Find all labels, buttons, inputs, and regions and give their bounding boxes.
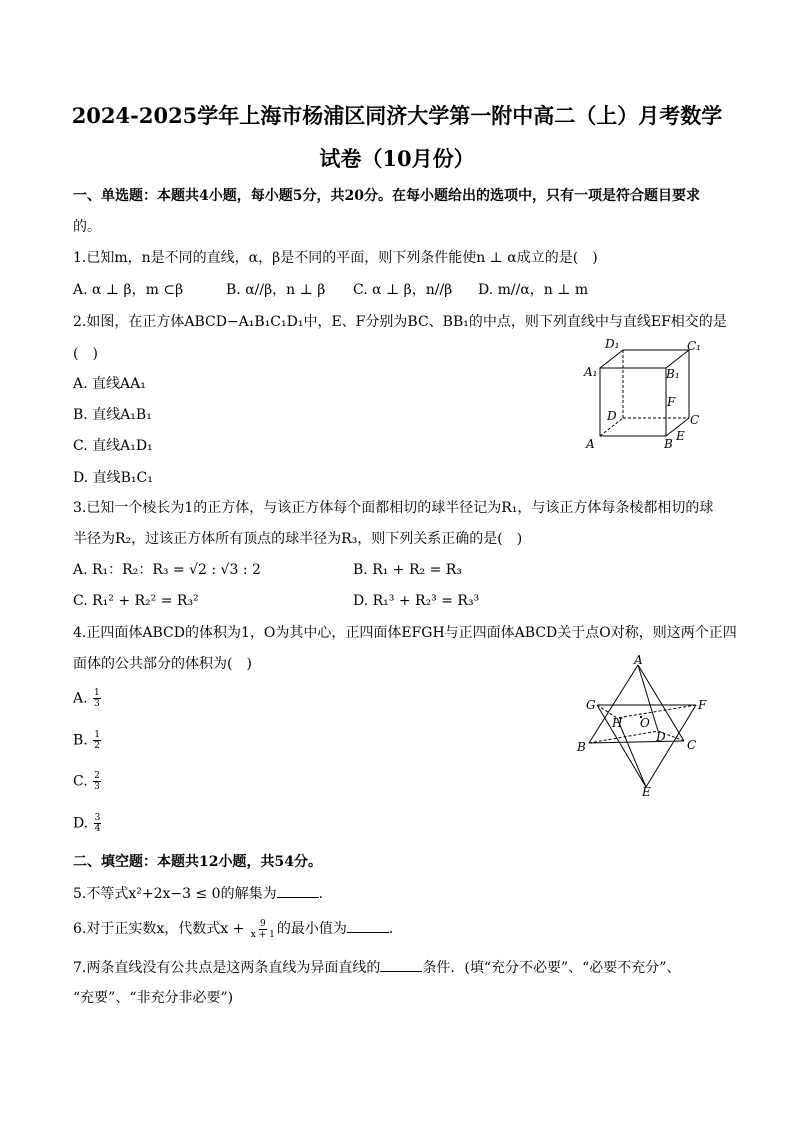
q6-text-after: 的最小值为: [276, 921, 347, 937]
section1-header: [73, 186, 700, 206]
exam-title-line1: 2024-2025学年上海市杨浦区同济大学第一附中高二（上）月考数学: [71, 103, 723, 128]
cube-front-face: [600, 368, 666, 436]
q4-option-b-fraction: $\frac{1}{2}$: [94, 730, 100, 751]
exam-title-line2: 试卷（10月份）: [319, 146, 475, 171]
q5-period: .: [318, 886, 324, 902]
q1-stem: 1.已知m，n是不同的直线，α，β是不同的平面，则下列条件能使n ⊥ α成立的是( ): [73, 250, 598, 266]
q2-option-b: B. 直线A₁B₁: [73, 407, 152, 423]
q3-option-a: A. R₁：R₂：R₃ = √2 : √3 : 2: [73, 562, 261, 578]
q4-stem-cont: 面体的公共部分的体积为( ): [73, 656, 252, 672]
cube-label-d1: D₁: [605, 337, 620, 351]
cube-label-a: A: [586, 437, 595, 451]
q7-text: 7.两条直线没有公共点是这两条直线为异面直线的: [73, 960, 381, 976]
q4-option-b-letter: B.: [73, 732, 88, 749]
edge-ab: [589, 665, 638, 743]
cube-label-b1: B₁: [666, 367, 680, 381]
q3-option-d: D. R₁³ + R₂³ = R₃³: [353, 593, 480, 609]
q1-option-a: A. α ⊥ β，m ⊂β: [73, 282, 184, 298]
section1-header-text: 一、单选题：本题共4小题，每小题5分，共20分。在每小题给出的选项中，只有一项是符合题目要求: [73, 188, 700, 204]
q7-line-cont: “充要”、“非充分非必要”): [73, 990, 234, 1006]
q5-answer-blank: [277, 883, 319, 898]
section2-header: 二、填空题：本题共12小题，共54分。: [73, 854, 322, 870]
cube-label-c: C: [690, 413, 700, 427]
q4-option-c-letter: C.: [73, 773, 88, 790]
q3-option-b: B. R₁ + R₂ = R₃: [353, 562, 462, 578]
q2-option-a: A. 直线AA₁: [73, 376, 146, 392]
q3-option-c: C. R₁² + R₂² = R₃²: [73, 593, 199, 609]
tet-label-c: C: [687, 738, 697, 752]
q7-line: [73, 957, 680, 978]
q6-answer-blank: [347, 918, 389, 933]
q4-stem: 4.正四面体ABCD的体积为1，O为其中心，正四面体EFGH与正四面体ABCD关于点O对称，则这两个正四: [73, 625, 737, 641]
q2-option-d: D. 直线B₁C₁: [73, 470, 153, 486]
q4-option-a-letter: A.: [73, 690, 88, 707]
q6-text: 6.对于正实数x，代数式x +: [73, 921, 249, 937]
q4-option-d-fraction: $\frac{3}{4}$: [94, 813, 101, 834]
q4-tetrahedra-figure: [570, 655, 720, 797]
tet-label-f: F: [698, 698, 707, 712]
q4-option-a: [73, 688, 102, 709]
q4-option-d: [73, 813, 102, 834]
q2-stem-cont: ( ): [73, 346, 98, 362]
q1-option-c: C. α ⊥ β，n//β: [353, 282, 453, 298]
edge-bc: [589, 741, 684, 743]
cube-edge-b1c1: [666, 350, 689, 368]
q6-fraction: $\frac{9}{x + 1}$: [250, 918, 275, 940]
q2-stem: 2.如图，在正方体ABCD−A₁B₁C₁D₁中，E、F分别为BC、BB₁的中点，则下列直线中与直线EF相交的是: [73, 314, 727, 330]
tet-label-a: A: [634, 655, 643, 667]
q3-stem-cont: 半径为R₂，过该正方体所有顶点的球半径为R₃，则下列关系正确的是( ): [73, 531, 523, 547]
q7-answer-blank: [380, 957, 422, 972]
q4-option-c: [73, 771, 102, 792]
tet-label-b: B: [577, 740, 586, 754]
q4-option-b: [73, 730, 102, 751]
q4-option-c-fraction: $\frac{2}{3}$: [94, 771, 100, 792]
q7-text-after: 条件．(填“充分不必要”、“必要不充分”、: [422, 960, 681, 976]
cube-label-f: F: [667, 395, 676, 409]
q5-line: [73, 883, 323, 904]
cube-edge-a1d1: [600, 350, 623, 368]
q4-option-a-fraction: $\frac{1}{3}$: [94, 688, 100, 709]
q1-option-d: D. m//α，n ⊥ m: [478, 282, 589, 298]
cube-label-e: E: [676, 429, 685, 443]
tet-label-o: O: [640, 716, 650, 730]
cube-label-a1: A₁: [584, 365, 598, 379]
cube-label-c1: C₁: [687, 339, 701, 353]
tet-label-e: E: [642, 785, 651, 797]
q5-text: 5.不等式x²+2x−3 ≤ 0的解集为: [73, 886, 277, 902]
cube-label-b: B: [664, 437, 673, 451]
q2-option-c: C. 直线A₁D₁: [73, 438, 153, 454]
cube-label-d: D: [607, 409, 617, 423]
q1-option-b: B. α//β，n ⊥ β: [226, 282, 326, 298]
tet-label-d: D: [656, 730, 666, 744]
edge-fh-hidden: [617, 705, 696, 718]
q3-stem: 3.已知一个棱长为1的正方体，与该正方体每个面都相切的球半径记为R₁，与该正方体每条棱都相切的球: [73, 500, 714, 516]
q2-cube-figure: [578, 334, 718, 456]
q6-period: .: [388, 921, 394, 937]
tet-label-h: H: [612, 716, 623, 730]
tet-label-g: G: [586, 698, 596, 712]
q6-line: [73, 918, 393, 940]
q4-option-d-letter: D.: [73, 815, 89, 832]
section1-header-cont: 的。: [73, 219, 101, 235]
